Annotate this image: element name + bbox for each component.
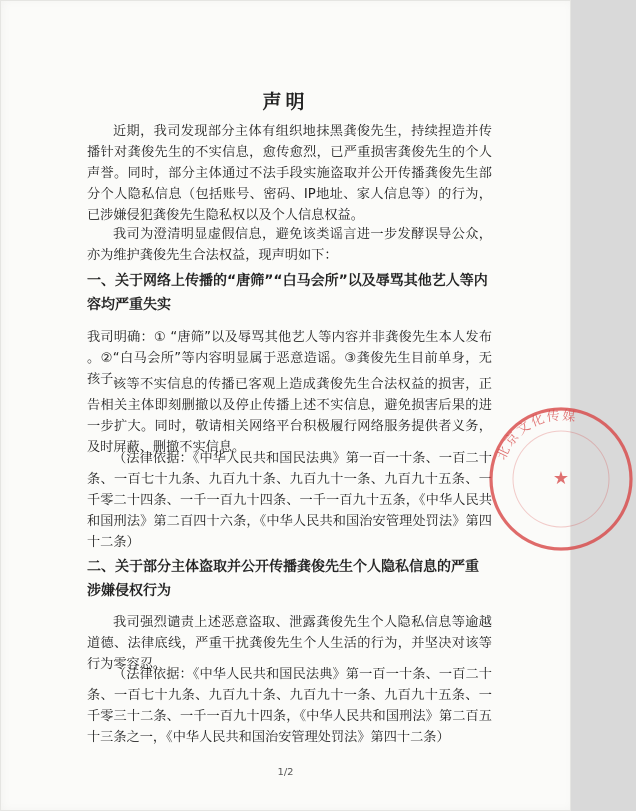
section-1-body: 该等不实信息的传播已客观上造成龚俊先生合法权益的损害，正告相关主体即刻删撤以及停止传播上述不实信息，避免损害后果的进一步扩大。同时，敬请相关网络平台积极履行网络服务提供者义务，及时屏蔽、删撤不实信息。 (87, 377, 492, 455)
section-2-title: 二、关于部分主体盗取并公开传播龚俊先生个人隐私信息的严重涉嫌侵权行为 (87, 559, 479, 599)
svg-text:★: ★ (552, 468, 570, 489)
seal-text: 北京文化传媒 (494, 408, 579, 463)
section-1-clarification: 我司明确：① “唐筛”以及辱骂其他艺人等内容并非龚俊先生本人发布 。②“白马会所”等内容明显属于恶意造谣。③龚俊先生目前单身，无孩子。 (87, 330, 492, 387)
intro-paragraph: 近期，我司发现部分主体有组织地抹黑龚俊先生，持续捏造并传播针对龚俊先生的不实信息，愈传愈烈，已严重损害龚俊先生的个人声誉。同时，部分主体通过不法手段实施盗取并公开传播龚俊先生部分个人隐私信息（包括账号、密码、IP地址、家人信息等）的行为，已涉嫌侵犯龚俊先生隐私权以及个人信息权益。 (87, 124, 492, 223)
document-title: 声明 (262, 91, 309, 113)
section-2-body: 我司强烈谴责上述恶意盗取、泄露龚俊先生个人隐私信息等逾越道德、法律底线，严重干扰龚俊先生个人生活的行为，并坚决对该等行为零容忍。 (87, 615, 492, 672)
page-number: 1/2 (277, 767, 294, 778)
purpose-paragraph: 我司为澄清明显虚假信息，避免该类谣言进一步发酵误导公众，亦为维护龚俊先生合法权益，现声明如下： (87, 227, 492, 263)
section-1-legal-basis: （法律依据：《中华人民共和国民法典》第一百一十条、一百二十条、一百七十九条、九百九十条、九百九十一条、九百九十五条、一千零二十四条、一千一百九十四条、一千一百九十五条，《中华人民共和国刑法》第二百四十六条，《中华人民共和国治安管理处罚法》第四十二条） (87, 451, 492, 550)
svg-text:北京文化传媒 (494, 408, 578, 463)
section-2-legal-basis: （法律依据：《中华人民共和国民法典》第一百一十条、一百二十条、一百七十九条、九百九十条、九百九十一条、九百九十五条、一千零三十二条、一千一百九十四条，《中华人民共和国刑法》第二百五十三条之一，《中华人民共和国治安管理处罚法》第四十二条） (87, 667, 492, 745)
company-seal (486, 404, 636, 554)
section-1-title: 一、关于网络上传播的“唐筛”“白马会所”以及辱骂其他艺人等内容均严重失实 (87, 273, 488, 313)
